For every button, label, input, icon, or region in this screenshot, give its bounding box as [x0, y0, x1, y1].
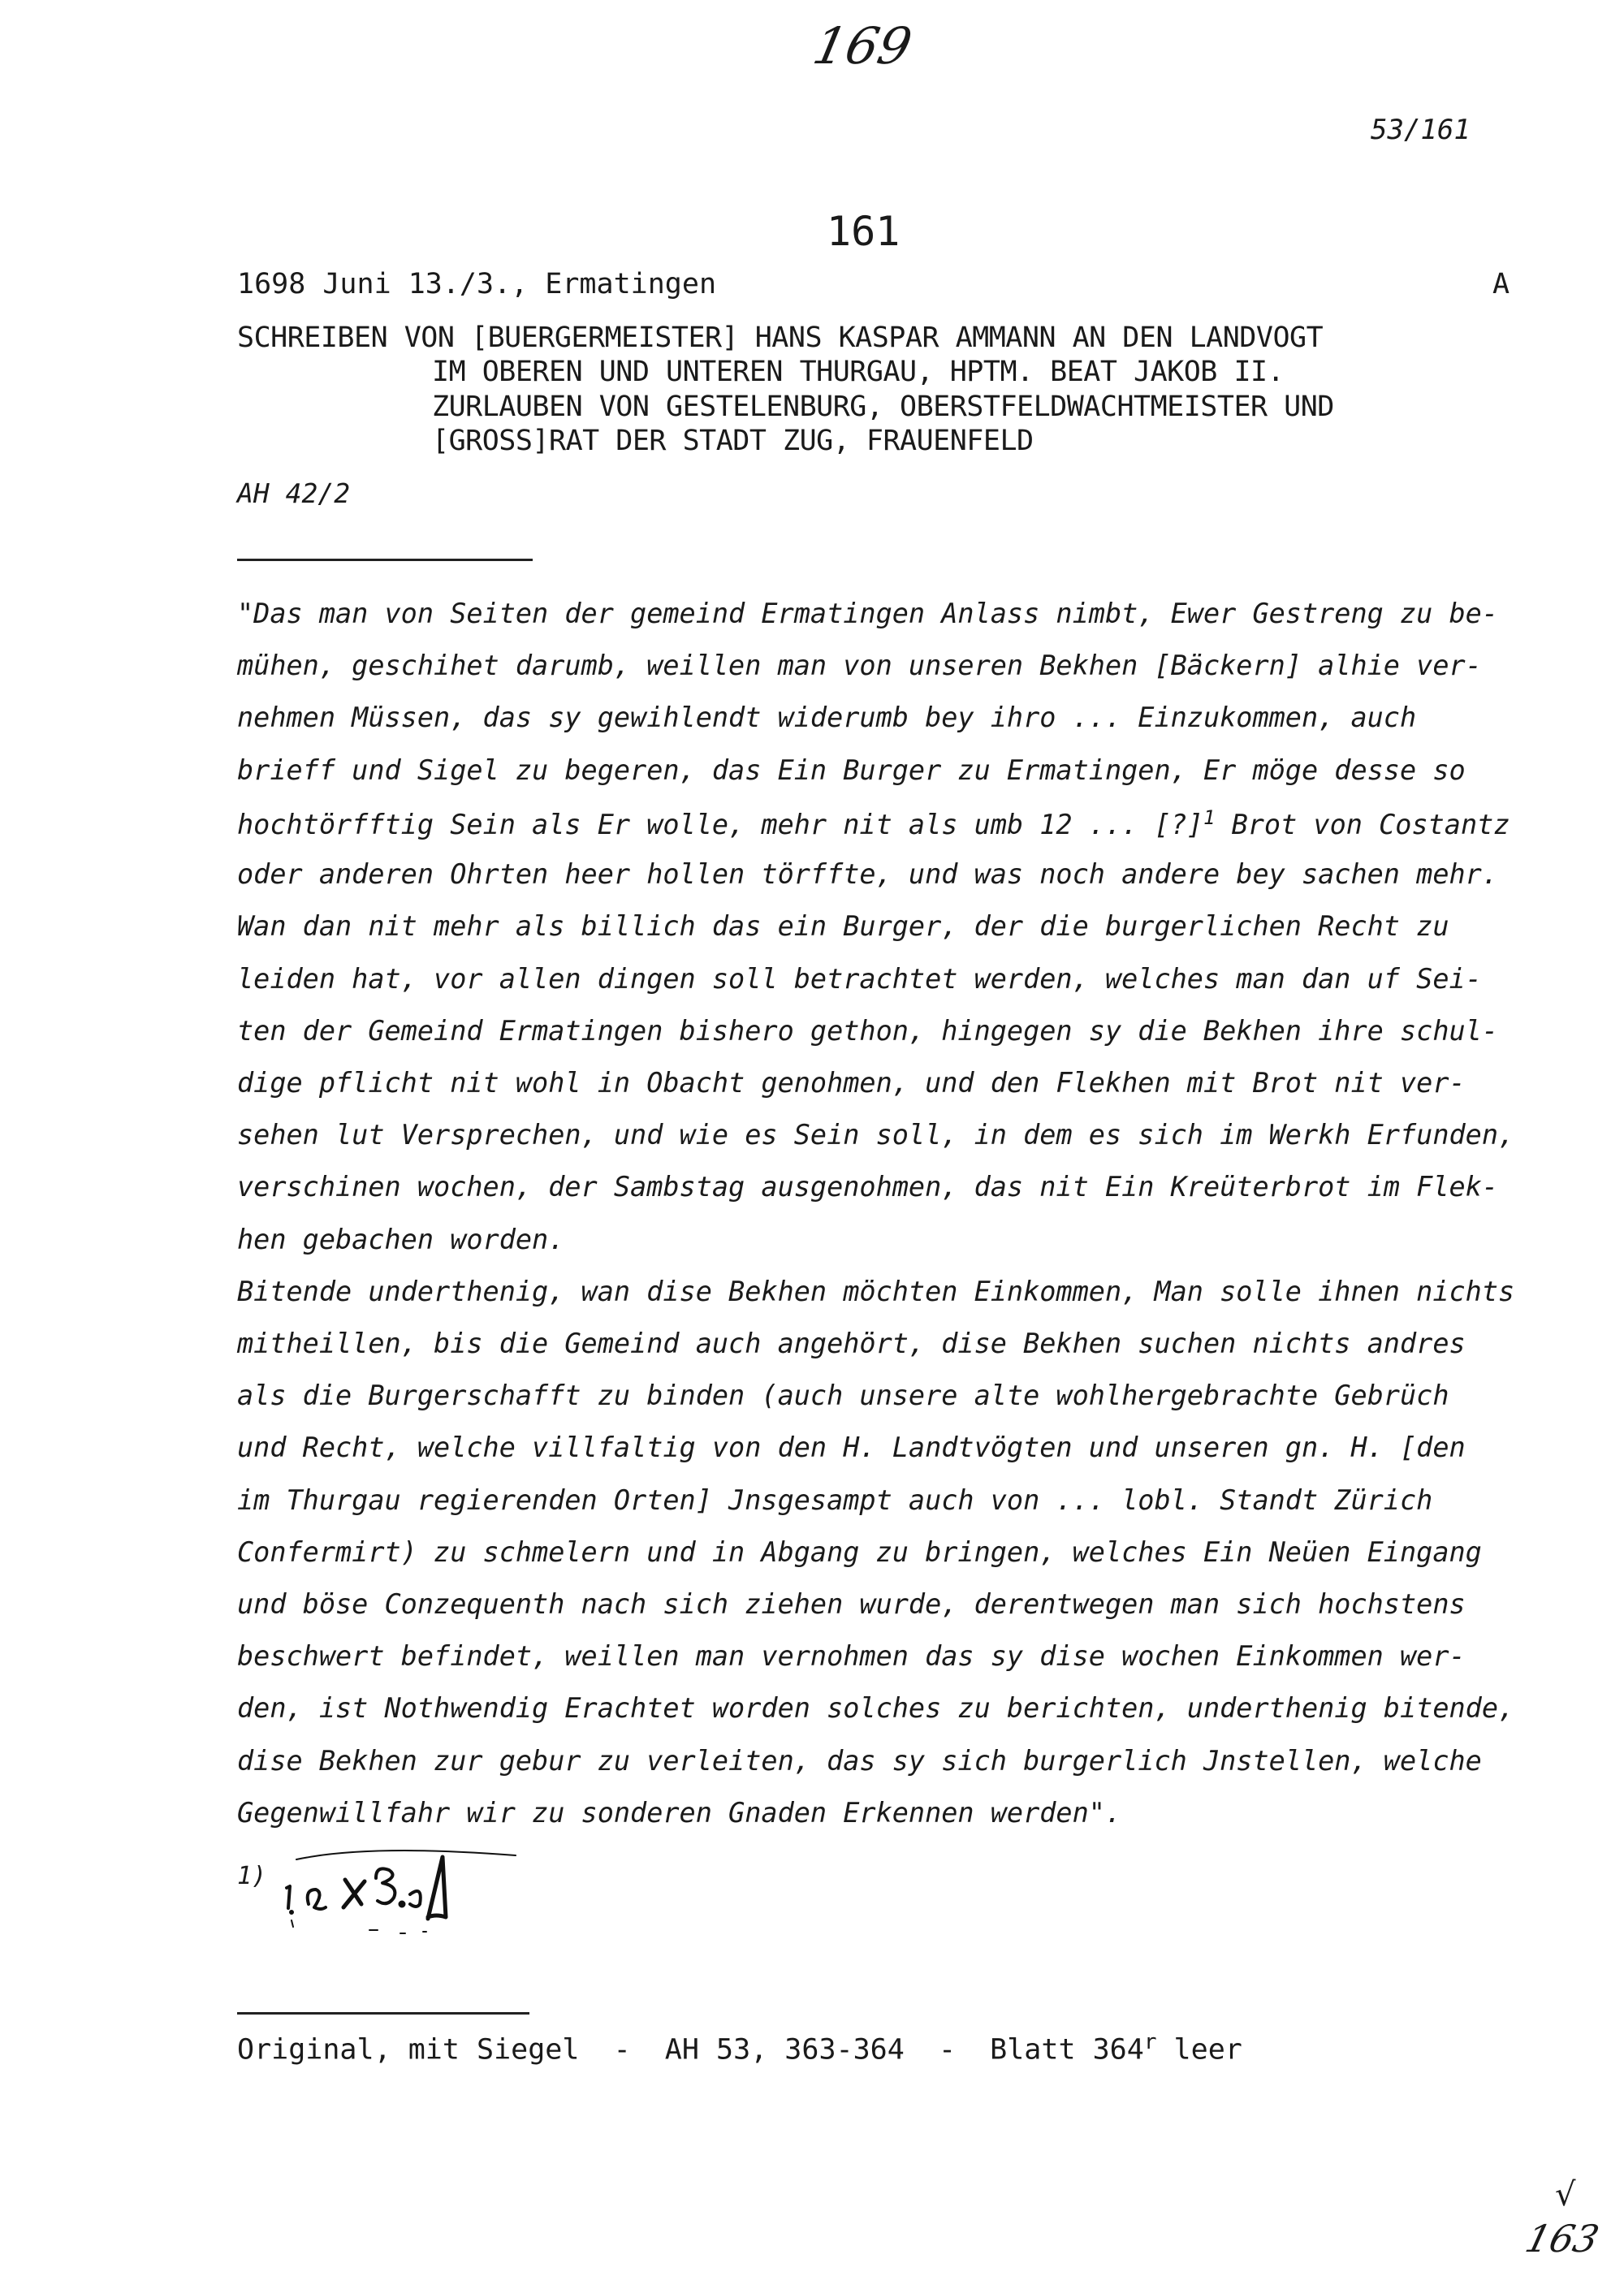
- body-line: [237, 806, 1510, 840]
- archive-reference: 53/161: [1371, 114, 1471, 146]
- header-divider: [237, 559, 533, 561]
- title-line-3: ZURLAUBEN VON GESTELENBURG, OBERSTFELDWACHTMEISTER UND: [432, 391, 1334, 423]
- body-line: sehen lut Versprechen, und wie es Sein soll, in dem es sich im Werkh Erfunden,: [237, 1119, 1515, 1151]
- body-line: Confermirt) zu schmelern und in Abgang zu bringen, welches Ein Neüen Eingang: [237, 1536, 1482, 1568]
- body-line: mühen, geschihet darumb, weillen man von unseren Bekhen [Bäckern] alhie ver-: [237, 650, 1482, 681]
- body-line: dise Bekhen zur gebur zu verleiten, das sy sich burgerlich Jnstellen, welche: [237, 1745, 1482, 1777]
- body-line: als die Burgerschafft zu binden (auch unsere alte wohlhergebrachte Gebrüch: [237, 1380, 1449, 1411]
- footnote-marker: 1): [237, 1862, 267, 1890]
- footer-divider: [237, 2012, 529, 2015]
- body-line: oder anderen Ohrten heer hollen törffte, und was noch andere bey sachen mehr.: [237, 858, 1498, 890]
- handwritten-abbreviation-image: [280, 1839, 524, 1953]
- body-line: im Thurgau regierenden Orten] Jnsgesampt auch von ... lobl. Standt Zürich: [237, 1484, 1433, 1516]
- body-line: und Recht, welche villfaltig von den H. Landtvögten und unseren gn. H. [den: [237, 1432, 1466, 1463]
- source-footer-tail: leer: [1173, 2033, 1242, 2067]
- body-line: ten der Gemeind Ermatingen bishero gethon, hingegen sy die Bekhen ihre schul-: [237, 1015, 1498, 1047]
- body-line: dige pflicht nit wohl in Obacht genohmen, und den Flekhen mit Brot nit ver-: [237, 1067, 1466, 1099]
- source-footer-text: Original, mit Siegel - AH 53, 363-364 - Blatt 364: [237, 2033, 1144, 2067]
- title-line-4: [GROSS]RAT DER STADT ZUG, FRAUENFELD: [432, 425, 1034, 457]
- body-line: mitheillen, bis die Gemeind auch angehört, dise Bekhen suchen nichts andres: [237, 1328, 1466, 1359]
- body-line: "Das man von Seiten der gemeind Ermatingen Anlass nimbt, Ewer Gestreng zu be-: [237, 598, 1498, 629]
- title-line-2: IM OBEREN UND UNTEREN THURGAU, HPTM. BEAT JAKOB II.: [432, 356, 1285, 388]
- body-line: brieff und Sigel zu begeren, das Ein Burger zu Ermatingen, Er möge desse so: [237, 754, 1466, 786]
- body-line-tail: Brot von Costantz: [1231, 809, 1510, 841]
- body-line: Bitende underthenig, wan dise Bekhen möchten Einkommen, Man solle ihnen nichts: [237, 1276, 1515, 1307]
- category-letter: A: [1492, 268, 1510, 300]
- title-line-1: SCHREIBEN VON [BUERGERMEISTER] HANS KASPAR AMMANN AN DEN LANDVOGT: [237, 322, 1324, 354]
- archive-signature: AH 42/2: [237, 477, 351, 509]
- body-line: Wan dan nit mehr als billich das ein Burger, der die burgerlichen Recht zu: [237, 910, 1449, 942]
- date-line: 1698 Juni 13./3., Ermatingen: [237, 268, 717, 300]
- handwritten-corner-number: 163: [1521, 2217, 1604, 2261]
- body-line: hen gebachen worden.: [237, 1224, 565, 1255]
- body-line: nehmen Müssen, das sy gewihlendt widerumb bey ihro ... Einzukommen, auch: [237, 702, 1417, 733]
- body-line: und böse Conzequenth nach sich ziehen wurde, derentwegen man sich hochstens: [237, 1588, 1466, 1620]
- handwritten-folio-number: 169: [808, 16, 918, 76]
- handwritten-check-mark: √: [1555, 2176, 1576, 2213]
- body-line: Gegenwillfahr wir zu sonderen Gnaden Erkennen werden".: [237, 1797, 1122, 1829]
- body-line: beschwert befindet, weillen man vernohmen das sy dise wochen Einkommen wer-: [237, 1640, 1466, 1672]
- body-line: den, ist Nothwendig Erachtet worden solches zu berichten, underthenig bitende,: [237, 1692, 1515, 1724]
- recto-mark: r: [1143, 2030, 1157, 2054]
- body-line-text: hochtörfftig Sein als Er wolle, mehr nit als umb 12 ... [?]: [237, 809, 1203, 841]
- body-line: verschinen wochen, der Sambstag ausgenohmen, das nit Ein Kreüterbrot im Flek-: [237, 1171, 1498, 1203]
- footnote-reference: 1: [1203, 806, 1216, 829]
- document-number: 161: [827, 208, 901, 255]
- body-line: leiden hat, vor allen dingen soll betrachtet werden, welches man dan uf Sei-: [237, 963, 1482, 995]
- source-footer: [237, 2030, 1242, 2067]
